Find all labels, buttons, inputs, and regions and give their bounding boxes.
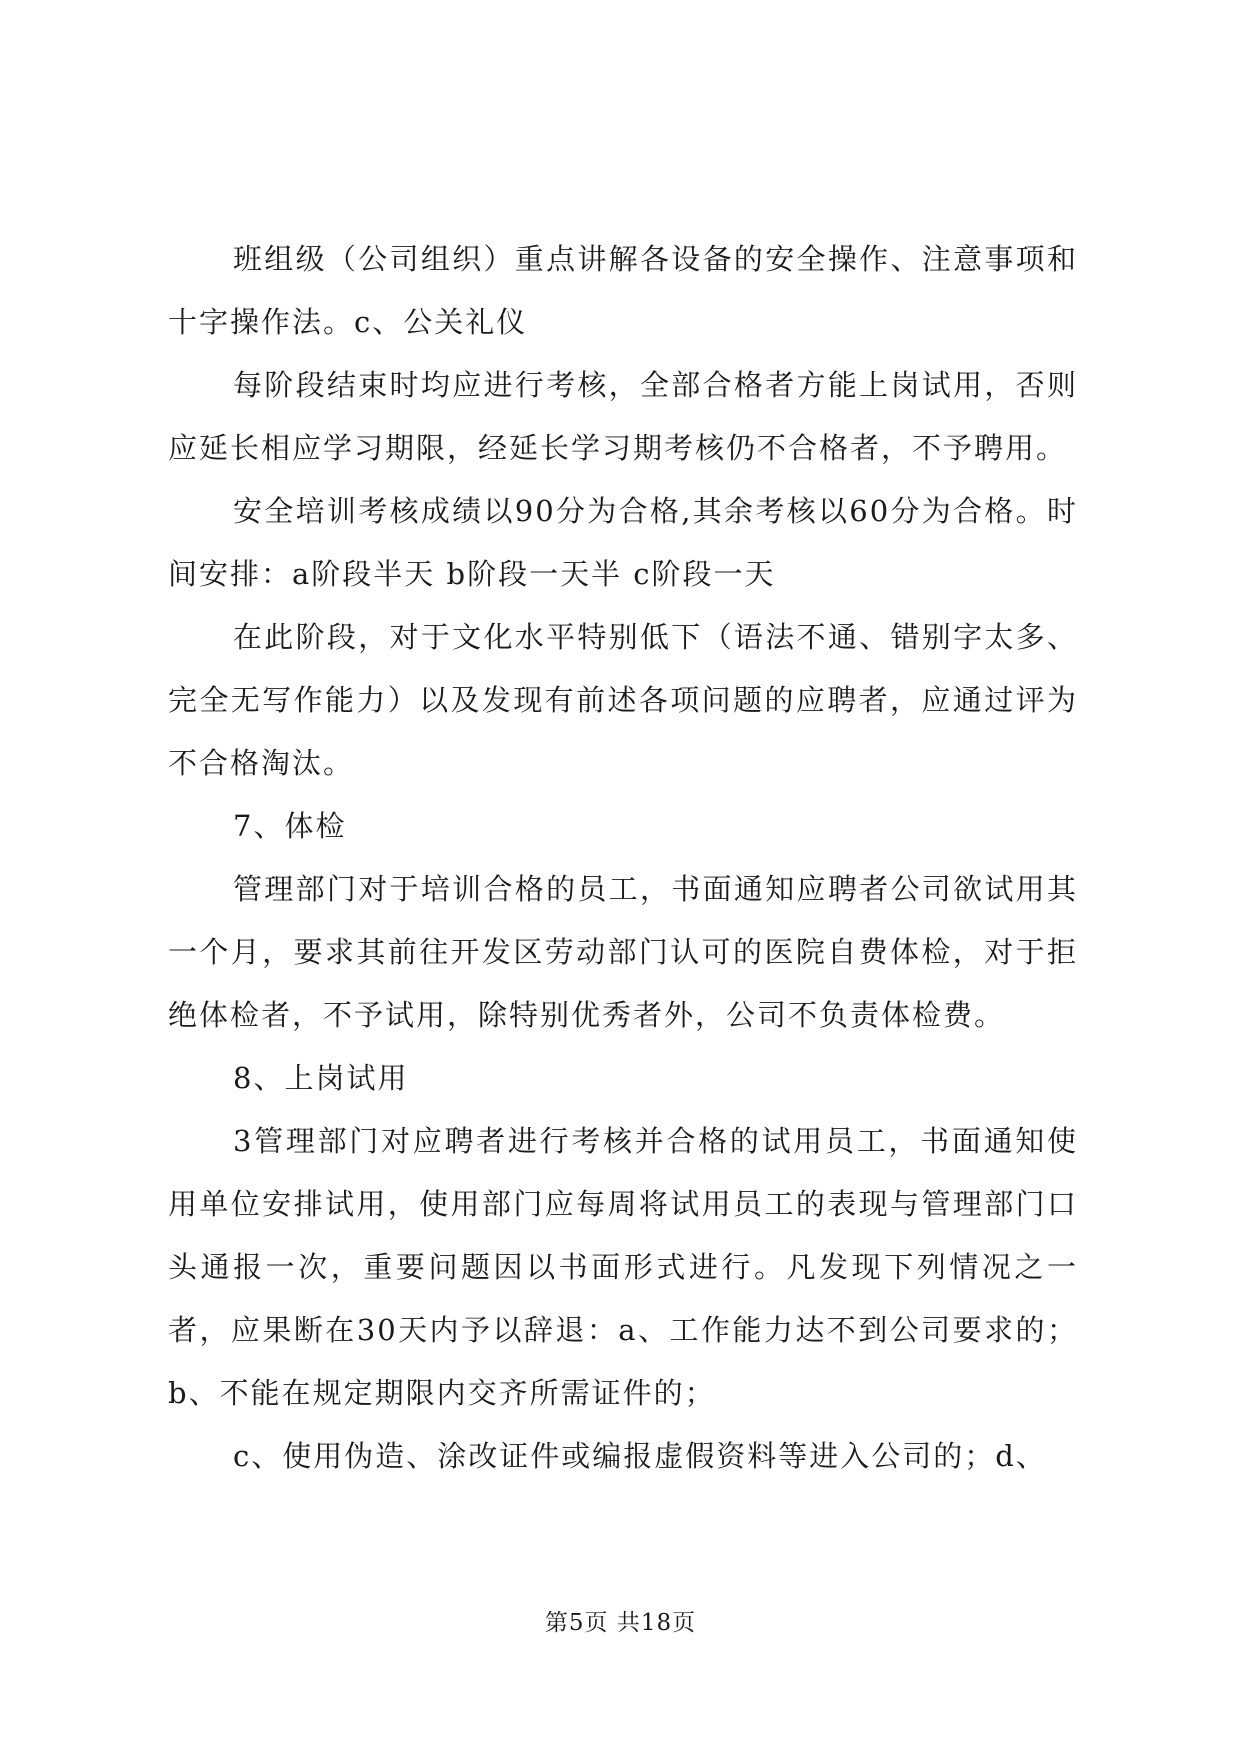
paragraph-elimination: 在此阶段，对于文化水平特别低下（语法不通、错别字太多、完全无写作能力）以及发现有前述各项问题的应聘者，应通过评为不合格淘汰。 (168, 620, 1078, 780)
paragraph-assessment: 每阶段结束时均应进行考核，全部合格者方能上岗试用，否则应延长相应学习期限，经延长学习期考核仍不合格者，不予聘用。 (168, 368, 1078, 465)
paragraph-dismissal-conditions: c、使用伪造、涂改证件或编报虚假资料等进入公司的；d、 (233, 1439, 1047, 1473)
paragraph-medical-exam: 管理部门对于培训合格的员工，书面通知应聘者公司欲试用其一个月，要求其前往开发区劳动部门认可的医院自费体检，对于拒绝体检者，不予试用，除特别优秀者外，公司不负责体检费。 (168, 872, 1078, 1032)
paragraph-probation: 3管理部门对应聘者进行考核并合格的试用员工，书面通知使用单位安排试用，使用部门应每周将试用员工的表现与管理部门口头通报一次，重要问题因以书面形式进行。凡发现下列情况之一者，应果断在30天内予以辞退：a、工作能力达不到公司要求的；b、不能在规定期限内交齐所需证件的； (168, 1124, 1078, 1410)
heading-probation: 8、上岗试用 (233, 1061, 409, 1095)
paragraph-passing-score: 安全培训考核成绩以90分为合格,其余考核以60分为合格。时间安排：a阶段半天 b阶段一天半 c阶段一天 (168, 494, 1078, 591)
page-footer (0, 1604, 1241, 1637)
page-number-label: 第5页 共18页 (544, 1610, 697, 1636)
paragraph-team-training: 班组级（公司组织）重点讲解各设备的安全操作、注意事项和十字操作法。c、公关礼仪 (168, 242, 1078, 339)
body-text (168, 228, 1078, 1488)
heading-medical-exam: 7、体检 (233, 809, 347, 843)
